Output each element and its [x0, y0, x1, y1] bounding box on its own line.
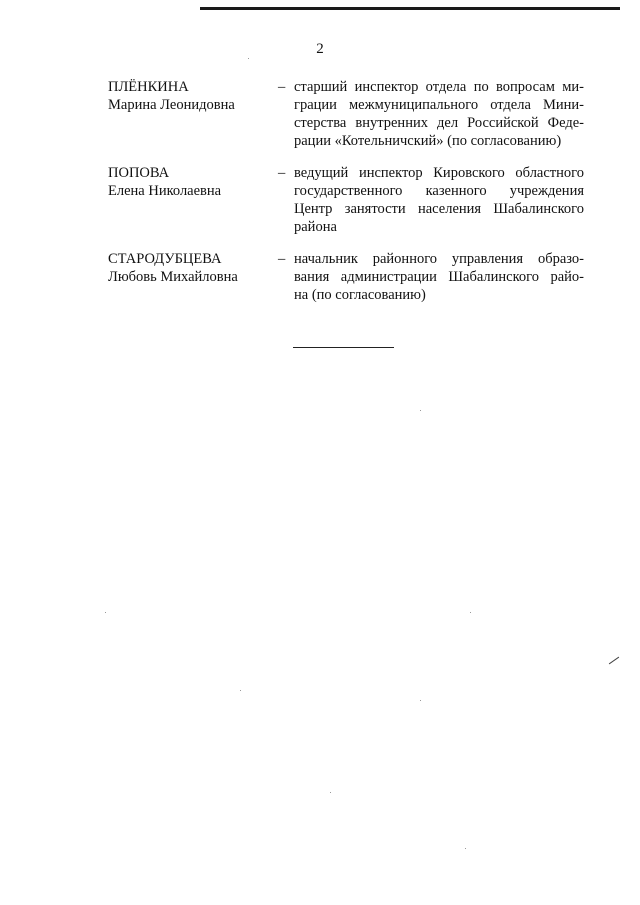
scan-speck: [105, 612, 106, 613]
scan-speck: [465, 848, 466, 849]
position-line: на (по согласованию): [294, 287, 426, 303]
position-line: района: [294, 219, 337, 235]
separator-dash: –: [278, 79, 286, 95]
member-name: [108, 78, 268, 114]
member-position: [294, 78, 584, 150]
separator-dash: –: [278, 251, 286, 267]
scan-speck: [420, 410, 421, 411]
position-line: ведущий инспектор Кировского областного: [294, 165, 584, 181]
position-line: грации межмуниципального отдела Мини-: [294, 97, 584, 113]
member-surname: ПОПОВА: [108, 165, 170, 181]
scan-speck: [470, 612, 471, 613]
scan-speck: [330, 792, 331, 793]
member-given-names: Марина Леонидовна: [108, 97, 235, 113]
position-line: старший инспектор отдела по вопросам ми-: [294, 79, 584, 95]
member-position: [294, 164, 584, 236]
position-line: стерства внутренних дел Российской Феде-: [294, 115, 584, 131]
member-position: [294, 250, 584, 304]
scan-edge-mark: [609, 657, 619, 665]
member-surname: ПЛЁНКИНА: [108, 79, 189, 95]
position-line: Центр занятости населения Шабалинского: [294, 201, 584, 217]
member-surname: СТАРОДУБЦЕВА: [108, 251, 222, 267]
top-border-line: [200, 7, 620, 10]
page-number: 2: [316, 41, 324, 57]
position-line: начальник районного управления образо-: [294, 251, 584, 267]
position-line: рации «Котельничский» (по согласованию): [294, 133, 562, 149]
scan-speck: [420, 700, 421, 701]
scan-speck: [240, 690, 241, 691]
position-line: вания администрации Шабалинского райо-: [294, 269, 584, 285]
end-of-list-rule: [293, 347, 394, 348]
position-line: государственного казенного учреждения: [294, 183, 584, 199]
scan-speck: [248, 58, 249, 59]
member-name: [108, 164, 268, 200]
member-given-names: Елена Николаевна: [108, 183, 222, 199]
member-given-names: Любовь Михайловна: [108, 269, 238, 285]
separator-dash: –: [278, 165, 286, 181]
member-name: [108, 250, 268, 286]
